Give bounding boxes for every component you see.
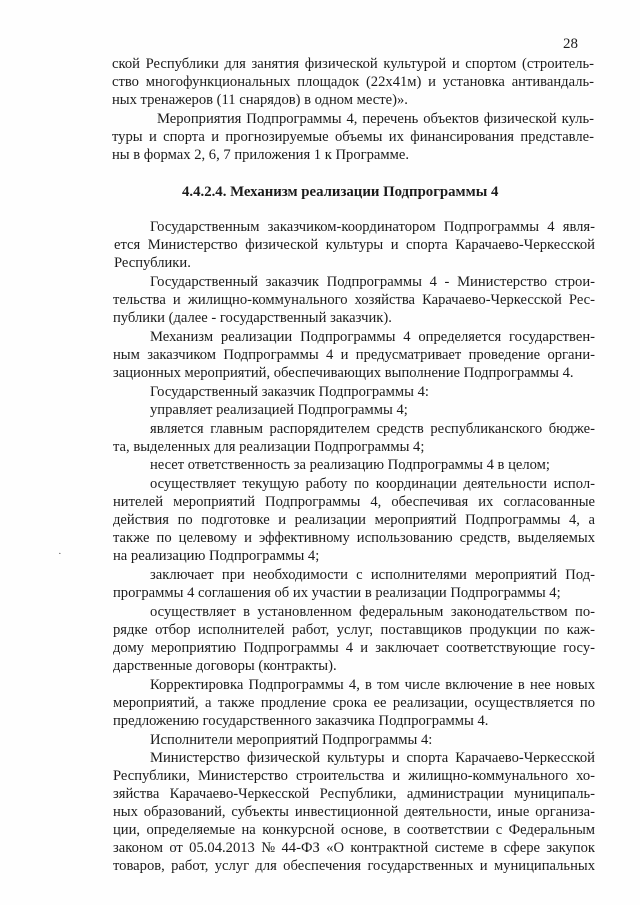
- text-line: ство многофункциональных площадок (22х41м) и установка антивандаль-: [112, 74, 594, 90]
- text-line: несет ответственность за реализацию Подпрограммы 4 в целом;: [150, 457, 550, 473]
- margin-mark: ·: [58, 548, 62, 560]
- text-line: Мероприятия Подпрограммы 4, перечень объектов физической куль-: [157, 111, 594, 127]
- text-line: управляет реализацией Подпрограммы 4;: [150, 402, 408, 418]
- text-line: зяйства Карачаево-Черкесской Республики, администрации муниципаль-: [113, 786, 595, 802]
- text-line: ны в формах 2, 6, 7 приложения 1 к Программе.: [112, 147, 409, 163]
- text-line: действия по подготовке и реализации мероприятий Подпрограммы 4, а: [113, 512, 595, 528]
- text-line: Государственный заказчик Подпрограммы 4:: [150, 384, 429, 400]
- text-line: тельства и жилищно-коммунального хозяйства Карачаево-Черкесской Рес-: [113, 292, 595, 308]
- text-line: мероприятий, а также продление срока ее реализации, осуществляется по: [113, 695, 595, 711]
- text-line: Министерство физической культуры и спорта Карачаево-Черкесской: [150, 750, 595, 766]
- text-line: зационных мероприятий, обеспечивающих выполнение Подпрограммы 4.: [113, 365, 574, 381]
- text-line: Государственным заказчиком-координатором Подпрограммы 4 явля-: [150, 219, 595, 235]
- text-line: является главным распорядителем средств республиканского бюдже-: [150, 421, 595, 437]
- text-line: ным заказчиком Подпрограммы 4 и предусматривает проведение органи-: [113, 347, 595, 363]
- text-line: товаров, работ, услуг для обеспечения государственных и муниципальных: [113, 858, 595, 874]
- text-line: ных тренажеров (11 снарядов) в одном месте)».: [112, 92, 408, 108]
- text-line: осуществляет текущую работу по координации деятельности испол-: [150, 476, 595, 492]
- text-line: также по целевому и эффективному использованию средств, выделяемых: [113, 530, 595, 546]
- text-line: та, выделенных для реализации Подпрограммы 4;: [113, 439, 425, 455]
- text-line: туры и спорта и прогнозируемые объемы их финансирования представле-: [112, 129, 594, 145]
- text-line: предложению государственного заказчика Подпрограммы 4.: [113, 713, 489, 729]
- text-line: Республики.: [114, 255, 191, 271]
- text-line: Исполнители мероприятий Подпрограммы 4:: [150, 732, 433, 748]
- text-line: Корректировка Подпрограммы 4, в том числе включение в нее новых: [150, 677, 595, 693]
- text-line: заключает при необходимости с исполнителями мероприятий Под-: [150, 567, 595, 583]
- text-line: Республики, Министерство строительства и жилищно-коммунального хо-: [113, 768, 595, 784]
- text-line: осуществляет в установленном федеральным законодательством по-: [150, 604, 595, 620]
- text-line: на реализацию Подпрограммы 4;: [113, 548, 320, 564]
- text-line: программы 4 соглашения об их участии в реализации Подпрограммы 4;: [113, 585, 561, 601]
- text-line: дому мероприятию Подпрограммы 4 и заключает соответствующие госу-: [113, 640, 595, 656]
- text-line: ской Республики для занятия физической культурой и спортом (строитель-: [112, 56, 594, 72]
- text-line: Государственный заказчик Подпрограммы 4 - Министерство строи-: [150, 274, 595, 290]
- text-line: Механизм реализации Подпрограммы 4 определяется государствен-: [150, 329, 595, 345]
- text-line: ных образований, субъекты инвестиционной деятельности, иные организа-: [113, 804, 595, 820]
- page-number: 28: [563, 36, 578, 52]
- text-line: рядке отбор исполнителей работ, услуг, поставщиков продукции по каж-: [113, 622, 595, 638]
- text-line: законом от 05.04.2013 № 44-ФЗ «О контрактной системе в сфере закупок: [113, 840, 595, 856]
- section-heading: 4.4.2.4. Механизм реализации Подпрограммы 4: [182, 184, 499, 200]
- text-line: нителей мероприятий Подпрограммы 4, обеспечивая их согласованные: [113, 494, 595, 510]
- text-line: дарственные договоры (контракты).: [113, 658, 337, 674]
- text-line: публики (далее - государственный заказчик).: [113, 310, 392, 326]
- text-line: ется Министерство физической культуры и спорта Карачаево-Черкесской: [114, 237, 595, 253]
- text-line: ции, определяемые на конкурсной основе, в соответствии с Федеральным: [113, 822, 595, 838]
